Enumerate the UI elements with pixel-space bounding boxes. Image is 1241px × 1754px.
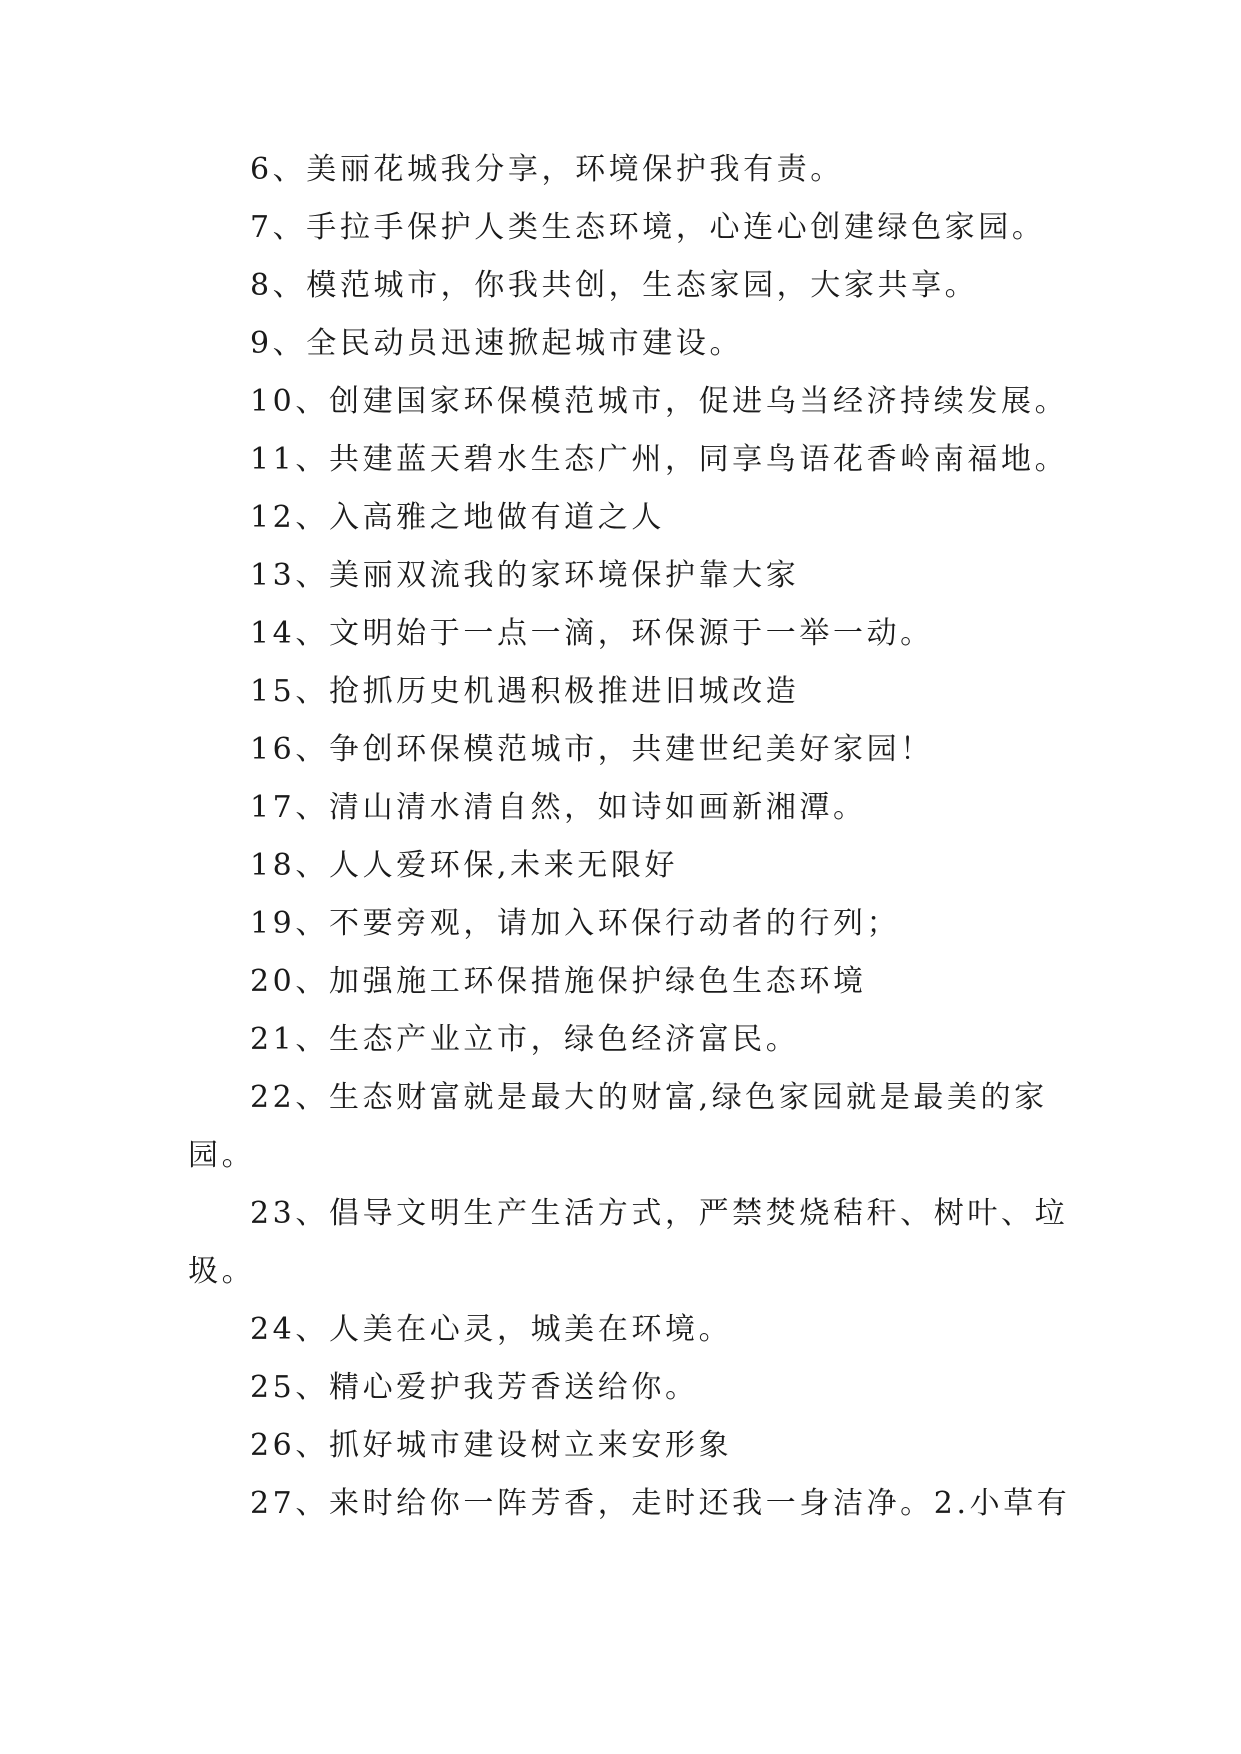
- slogan-line-25: 25、精心爱护我芳香送给你。: [250, 1370, 699, 1405]
- slogan-line-18: 18、人人爱环保,未来无限好: [250, 848, 679, 883]
- slogan-line-21: 21、生态产业立市，绿色经济富民。: [250, 1022, 800, 1057]
- slogan-line-7: 7、手拉手保护人类生态环境，心连心创建绿色家园。: [250, 210, 1046, 245]
- slogan-line-27: 27、来时给你一阵芳香，走时还我一身洁净。2.小草有: [250, 1486, 1071, 1521]
- slogan-line-13: 13、美丽双流我的家环境保护靠大家: [250, 558, 800, 593]
- slogan-line-17: 17、清山清水清自然，如诗如画新湘潭。: [250, 790, 867, 825]
- slogan-line-16: 16、争创环保模范城市，共建世纪美好家园！: [250, 732, 934, 767]
- slogan-line-14: 14、文明始于一点一滴，环保源于一举一动。: [250, 616, 934, 651]
- slogan-line-12: 12、入高雅之地做有道之人: [250, 500, 665, 535]
- slogan-line-22-continued: 园。: [188, 1138, 256, 1173]
- slogan-line-11: 11、共建蓝天碧水生态广州，同享鸟语花香岭南福地。: [250, 442, 1069, 477]
- slogan-line-22: 22、生态财富就是最大的财富,绿色家园就是最美的家: [250, 1080, 1048, 1115]
- slogan-line-24: 24、人美在心灵，城美在环境。: [250, 1312, 733, 1347]
- slogan-line-19: 19、不要旁观，请加入环保行动者的行列；: [250, 906, 901, 941]
- slogan-line-8: 8、模范城市，你我共创，生态家园，大家共享。: [250, 268, 979, 303]
- slogan-line-9: 9、全民动员迅速掀起城市建设。: [250, 326, 744, 361]
- slogan-line-10: 10、创建国家环保模范城市，促进乌当经济持续发展。: [250, 384, 1069, 419]
- slogan-line-6: 6、美丽花城我分享，环境保护我有责。: [250, 152, 844, 187]
- slogan-line-20: 20、加强施工环保措施保护绿色生态环境: [250, 964, 867, 999]
- slogan-line-23: 23、倡导文明生产生活方式，严禁焚烧秸秆、树叶、垃: [250, 1196, 1069, 1231]
- slogan-line-26: 26、抓好城市建设树立来安形象: [250, 1428, 733, 1463]
- slogan-line-15: 15、抢抓历史机遇积极推进旧城改造: [250, 674, 800, 709]
- slogan-line-23-continued: 圾。: [188, 1254, 256, 1289]
